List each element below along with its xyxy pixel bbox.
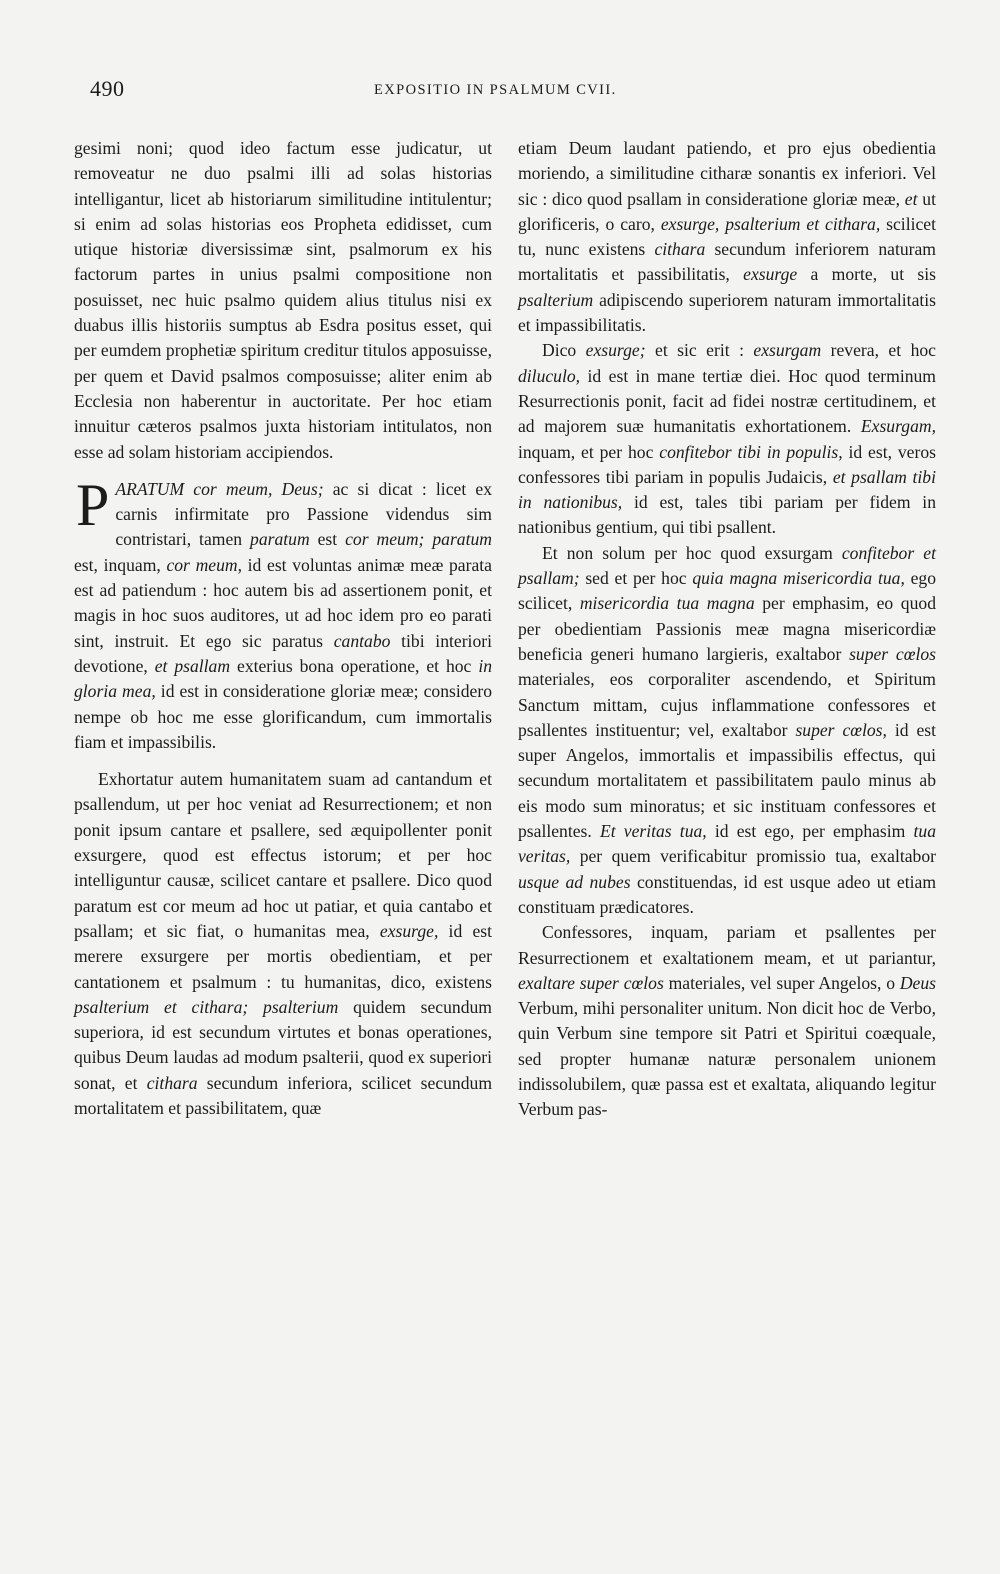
verse-citation: cithara: [146, 1072, 198, 1093]
verse-citation: Et veritas tua,: [599, 821, 707, 842]
text-run: Exhortatur autem humanitatem suam ad cantandum et psallendum, ut per hoc veniat ad Resurrectionem; et non ponit ipsum cantare et psallere, sed æquipollenter ponit exsurgere, quod est effectus istorum; et per hoc intelliguntur causæ, scilicet cantare et psallere. Dico quod paratum est cor meum ad hoc ut patiar, et quia cantabo et psallam; et sic fiat, o humanitas mea,: [74, 769, 492, 941]
page-header: [0, 76, 1000, 106]
text-run: secundum inferiorem naturam mortalitatis et passibilitatis,: [518, 239, 936, 285]
text-run: scilicet tu, nunc existens: [518, 213, 936, 260]
text-run: id est in consideratione gloriæ meæ; considero nempe ob hoc me esse glorificandum, cum immortalis fiam et impassibilis.: [74, 681, 492, 752]
text-run: a morte, ut sis: [797, 264, 936, 285]
verse-citation: exsurge: [743, 264, 798, 285]
verse-citation: exsurge,: [379, 920, 439, 941]
text-run: et sic erit :: [645, 340, 754, 361]
text-run: inquam, et per hoc: [518, 441, 660, 462]
text-run: adipiscendo superiorem naturam immortalitatis et impassibilitatis.: [518, 289, 936, 336]
text-run: id est in mane tertiæ diei. Hoc quod terminum Resurrectionis ponit, facit ad fidei nostræ certitudinem, et ad majorem suæ humanitatis exhortationem.: [518, 365, 936, 437]
text-run: est: [309, 529, 346, 550]
verse-citation: ARATUM cor meum, Deus;: [115, 478, 324, 499]
text-run: materiales, vel super Angelos, o: [663, 972, 900, 993]
verse-citation: Exsurgam,: [860, 416, 936, 437]
paragraph: [518, 541, 936, 920]
text-run: Dico: [542, 340, 586, 361]
drop-cap: P: [76, 471, 110, 538]
verse-citation: et psallam tibi in nationibus,: [518, 466, 936, 513]
verse-citation: cor meum,: [166, 554, 242, 575]
page-number: 490: [90, 76, 125, 101]
verse-citation: exsurge;: [585, 340, 646, 361]
text-run: ego scilicet,: [518, 568, 937, 614]
text-run: etiam Deum laudant patiendo, et pro ejus obedientia moriendo, a similitudine citharæ sonantis ex inferiori. Vel sic : dico quod psallam in consideratione gloriæ meæ,: [518, 138, 936, 209]
verse-citation: usque ad nubes: [518, 871, 631, 892]
verse-citation: confitebor et psallam;: [518, 542, 936, 589]
text-run: id est, veros confessores tibi pariam in populis Judaicis,: [518, 441, 936, 487]
verse-citation: Deus: [899, 972, 936, 993]
left-column: [74, 136, 492, 1121]
verse-citation: diluculo,: [518, 365, 581, 386]
paragraph: [518, 136, 936, 338]
verse-citation: confitebor tibi in populis,: [659, 441, 843, 462]
text-run: tibi interiori devotione,: [74, 630, 492, 676]
text-run: Et non solum per hoc quod exsurgam: [542, 542, 842, 563]
verse-citation: psalterium et cithara; psalterium: [74, 996, 339, 1017]
verse-citation: et psallam: [154, 655, 231, 676]
verse-citation: exsurgam: [753, 340, 822, 361]
text-run: sed et per hoc: [579, 568, 693, 589]
text-run: est, inquam,: [74, 554, 167, 575]
verse-citation: et: [904, 188, 918, 209]
text-run: per emphasim, eo quod per obedientiam Passionis meæ magna misericordiæ beneficia generi humano largieris, exaltabor: [518, 593, 936, 664]
paragraph: gesimi noni; quod ideo factum esse judicatur, ut removeatur ne duo psalmi illi ad solas historias intelligantur, licet ab historiarum similitudine intitulentur; si enim ad solas historias eos Propheta edidisset, cum utique historiæ diversissimæ sint, psalmorum ex his factorum partes in unius psalmi compositione non posuisset, nec huic psalmo quidem alius titulus nisi ex duabus illis historiis sumptus ab Esdra positus esset, qui per eumdem prophetiæ spiritum creditur titulos apposuisse, per quem et David psalmos composuisse; aliter enim ab Ecclesia non haberentur in auctoritate. Per hoc etiam innuitur cæteros psalmos juxta historiam intitulatos, non esse ad solam historiam accipiendos.: [74, 138, 492, 462]
text-run: constituendas, id est usque adeo ut etiam constituam prædicatores.: [518, 871, 937, 917]
paragraph: [518, 338, 936, 540]
text-run: id est, tales tibi pariam per fidem in nationibus gentium, qui tibi psallent.: [518, 492, 936, 538]
verse-citation: misericordia tua magna: [579, 593, 755, 614]
text-run: materiales, eos corporaliter ascendendo, et Spiritum Sanctum mittam, cujus inflammatione confessores et psallentes instituentur; vel, exaltabor: [518, 669, 936, 740]
text-run: id est ego, per emphasim: [706, 821, 914, 842]
right-column: [518, 136, 936, 1123]
text-run: quidem secundum superiora, id est secundum virtutes et bonas operationes, quibus Deum laudas ad modum psalterii, quod ex superiori sonat, et: [74, 996, 492, 1093]
text-run: ac si dicat : licet ex carnis infirmitate pro Passione videndus sim contristari, tamen: [115, 478, 492, 550]
paragraph-paratum: [74, 471, 492, 755]
text-run: per quem verificabitur promissio tua, exaltabor: [570, 846, 936, 867]
verse-citation: tua veritas,: [518, 821, 937, 867]
verse-citation: exaltare super cœlos: [518, 972, 664, 993]
text-run: exterius bona operatione, et hoc: [230, 655, 479, 676]
verse-citation: in gloria mea,: [74, 655, 492, 702]
running-title: EXPOSITIO IN PSALMUM CVII.: [374, 82, 617, 98]
text-run: Confessores, inquam, pariam et psallentes per Resurrectionem et exaltationem meam, et ut pariantur,: [518, 922, 936, 968]
verse-citation: cantabo: [333, 630, 391, 651]
verse-citation: cor meum; paratum: [345, 529, 492, 550]
paragraph: [518, 920, 936, 1122]
verse-citation: paratum: [250, 529, 310, 550]
text-run: ut glorificeris, o caro,: [518, 188, 936, 234]
text-run: id est merere exsurgere per mortis obedientiam, et per cantationem et psalmum : tu humanitas, dico, existens: [74, 920, 492, 992]
text-run: Verbum, mihi personaliter unitum. Non dicit hoc de Verbo, quin Verbum sine tempore sit Patri et Spiritui coæquale, sed propter humanæ naturæ personalem unionem indissolubilem, quæ passa est et exaltata, aliquando legitur Verbum pas-: [518, 998, 936, 1120]
verse-citation: exsurge, psalterium et cithara,: [660, 213, 881, 234]
verse-citation: super cœlos: [849, 643, 936, 664]
paragraph: [74, 767, 492, 1121]
verse-citation: quia magna misericordia tua,: [692, 568, 905, 589]
verse-citation: psalterium: [518, 289, 594, 310]
text-run: id est voluntas animæ meæ parata est ad patiendum : hoc autem bis ad assertionem ponit, et magis in hoc suos auditores, ut ad hoc idem pro eo parati sint, instruit. Et ego sic paratus: [74, 554, 492, 651]
verse-citation: cithara: [654, 239, 706, 260]
verse-citation: super cœlos,: [795, 719, 887, 740]
text-run: id est super Angelos, immortalis et impassibilis effectus, qui secundum mortalitatem et passibilitatem paulo minus ab eis modo sum minoratus; et sic instituam confessores et psallentes.: [518, 719, 937, 842]
text-run: revera, et hoc: [821, 340, 936, 361]
text-run: secundum inferiora, scilicet secundum mortalitatem et passibilitatem, quæ: [74, 1072, 493, 1118]
